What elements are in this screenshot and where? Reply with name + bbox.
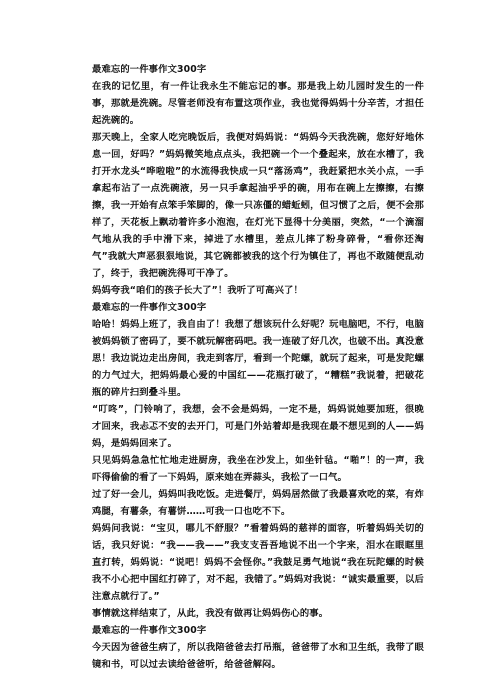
paragraph: 那天晚上，全家人吃完晚饭后，我便对妈妈说：“妈妈今天我洗碗，您好好地休息一回，好吗？”妈妈微笑地点点头，我把碗一个一个叠起来，放在水槽了，我打开水龙头“哗啦啦”的水流得我快成一只“落汤鸡”，我赶紧把水关小点，一手拿起布沾了一点洗碗液，另一只手拿起油乎乎的碗，用布在碗上左擦擦，右擦擦，我一开始有点笨手笨脚的，像一只冻僵的蜡蚯蚓，但习惯了之后，便不会那样了，天花板上飘动着许多小泡泡，在灯光下显得十分美丽，突然，“一个滴溜气地从我的手中滑下来，掉进了水槽里，差点儿摔了粉身碎骨，“看你还淘气”我就大声恶狠狠地说，其它碗都被我的这个行为镇住了，再也不敢随便乱动了，终于，我把碗洗得可干净了。 xyxy=(92,132,424,279)
essay-title: 最难忘的一件事作文300字 xyxy=(92,625,207,636)
paragraph: 今天因为爸爸生病了，所以我陪爸爸去打吊瓶，爸爸带了水和卫生纸，我带了眼镜和书，可以过去读给爸爸听，给爸爸解闷。 xyxy=(92,642,424,670)
essay-title: 最难忘的一件事作文300字 xyxy=(92,64,207,75)
paragraph: 事情就这样结束了，从此，我没有做再让妈妈伤心的事。 xyxy=(92,608,329,619)
paragraph: 妈妈夸我“咱们的孩子长大了”！我听了可高兴了！ xyxy=(92,285,303,296)
paragraph: 妈妈问我说：“宝贝，哪儿不舒服？”看着妈妈的慈祥的面容，听着妈妈关切的话，我只好说：“我——我——”我支支吾吾地说不出一个字来，泪水在眼眶里直打转，妈妈说：“说吧！妈妈不会怪你。”我鼓足勇气地说“我在玩陀螺的时候我不小心把中国红打碎了，对不起，我错了。”妈妈对我说：“诚实最重要，以后注意点就行了。” xyxy=(92,523,424,602)
paragraph: 过了好一会儿，妈妈叫我吃饭。走进餐厅，妈妈居然做了我最喜欢吃的菜，有炸鸡腿，有薯条，有薯饼……可我一口也吃不下。 xyxy=(92,489,424,517)
paragraph: 只见妈妈急急忙忙地走进厨房，我坐在沙发上，如坐针毡。“啪”！的一声，我吓得偷偷的看了一下妈妈，原来她在弄蒜头，我松了一口气。 xyxy=(92,455,424,483)
paragraph: 哈哈！妈妈上班了，我自由了！我想了想该玩什么好呢？玩电脑吧，不行，电脑被妈妈锁了密码了，要不就玩解密码吧。我一连破了好几次，也破不出。真没意思！我边说边走出房间，我走到客厅，看到一个陀螺，就玩了起来，可是发陀螺的力气过大，把妈妈最心爱的中国红——花瓶打破了，“糟糕”我说着，把破花瓶的碎片扫到叠斗里。 xyxy=(92,319,424,398)
essay-title: 最难忘的一件事作文300字 xyxy=(92,302,207,313)
paragraph: “叮咚”，门铃响了，我想，会不会是妈妈，一定不是，妈妈说她要加班，很晚才回来，我忐忑不安的去开门，可是门外站着却是我现在最不想见到的人——妈妈，是妈妈回来了。 xyxy=(92,404,424,449)
paragraph: 在我的记忆里，有一件让我永生不能忘记的事。那是我上幼儿园时发生的一件事，那就是洗碗。尽管老师没有布置这项作业，我也觉得妈妈十分辛苦，才担任起洗碗的。 xyxy=(92,81,424,126)
